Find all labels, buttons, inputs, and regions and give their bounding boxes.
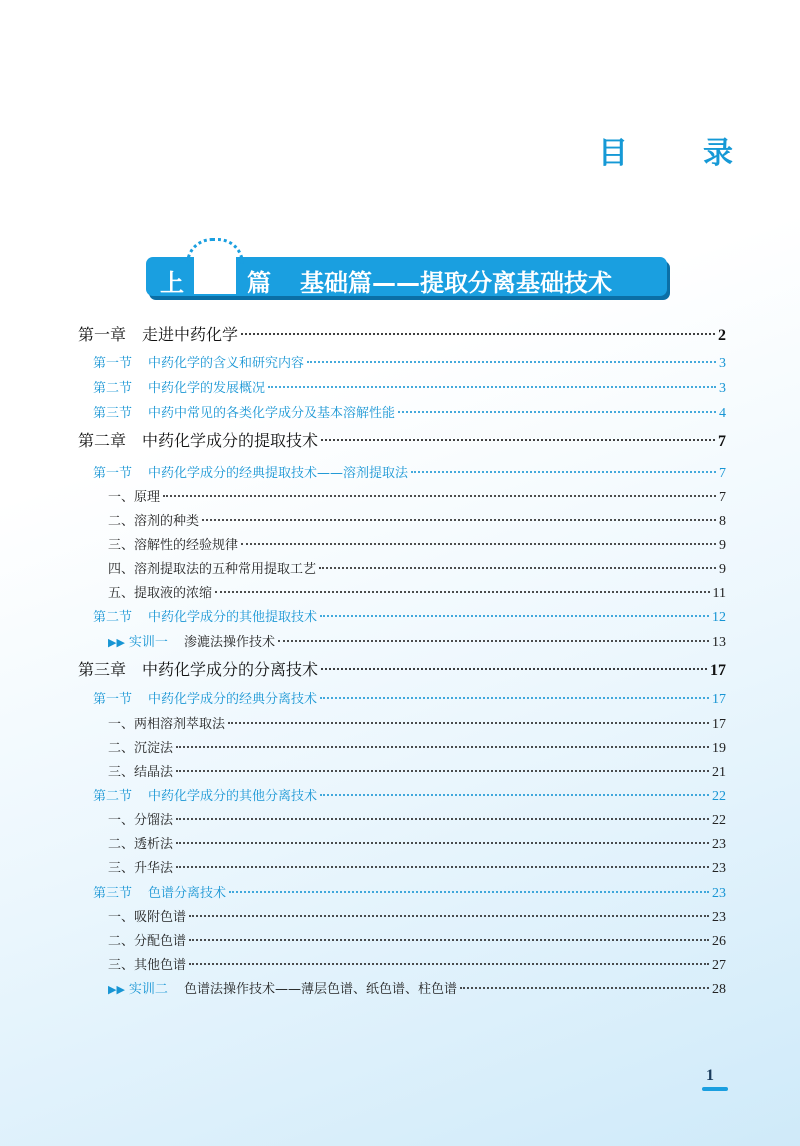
toc-entry-page: 23 — [712, 837, 726, 852]
toc-entry-label: 第一章 — [78, 325, 127, 344]
toc-entry-page: 4 — [719, 406, 726, 421]
dot-leader — [202, 519, 716, 521]
dot-leader — [398, 411, 716, 413]
toc-entry-text: 一、两相溶剂萃取法 — [108, 717, 226, 732]
toc-entry-text: 中药化学成分的其他提取技术 — [148, 610, 318, 625]
toc-entry-page: 22 — [712, 789, 726, 804]
toc-entry-training[interactable] — [108, 631, 726, 651]
dot-leader — [176, 818, 709, 820]
toc-entry-page: 13 — [712, 635, 726, 650]
toc-entry-title — [108, 631, 275, 650]
toc-entry-item[interactable] — [108, 737, 726, 757]
toc-entry-item[interactable] — [108, 558, 726, 578]
toc-entry-title — [108, 930, 186, 949]
toc-entry-item[interactable] — [108, 534, 726, 554]
banner-part-char2: 篇 — [247, 269, 271, 297]
toc-entry-title — [93, 377, 265, 396]
toc-entry-text: 中药化学成分的经典提取技术——溶剂提取法 — [148, 466, 409, 481]
toc-entry-label: 实训二 — [128, 982, 168, 997]
toc-entry-title — [108, 833, 173, 852]
page-title-char-left: 目 — [598, 136, 628, 171]
toc-entry-text: 二、分配色谱 — [108, 934, 187, 949]
toc-entry-page: 23 — [712, 910, 726, 925]
toc-entry-title — [108, 857, 173, 876]
toc-entry-title — [108, 978, 457, 997]
toc-entry-label: 第一节 — [93, 466, 133, 481]
toc-entry-section[interactable] — [93, 352, 726, 372]
toc-entry-title — [108, 809, 173, 828]
dot-leader — [411, 471, 716, 473]
toc-entry-text: 五、提取液的浓缩 — [108, 586, 213, 601]
dot-leader — [176, 746, 709, 748]
toc-entry-page: 23 — [712, 861, 726, 876]
toc-entry-item[interactable] — [108, 713, 726, 733]
toc-entry-text: 二、溶剂的种类 — [108, 514, 200, 529]
dot-leader — [189, 915, 709, 917]
dot-leader — [321, 439, 715, 441]
toc-entry-title — [93, 606, 317, 625]
page-number: 1 — [706, 1067, 714, 1084]
toc-entry-section[interactable] — [93, 882, 726, 902]
toc-entry-page: 26 — [712, 934, 726, 949]
banner-title: 基础篇——提取分离基础技术 — [300, 269, 612, 297]
dot-leader — [189, 963, 709, 965]
toc-entry-page: 12 — [712, 610, 726, 625]
page-title — [598, 128, 733, 172]
toc-entry-section[interactable] — [93, 785, 726, 805]
toc-entry-item[interactable] — [108, 906, 726, 926]
toc-entry-page: 17 — [712, 717, 726, 732]
toc-entry-page: 22 — [712, 813, 726, 828]
dot-leader — [228, 722, 709, 724]
page-title-char-right: 录 — [703, 136, 733, 171]
banner-white-box — [194, 250, 236, 294]
toc-entry-item[interactable] — [108, 954, 726, 974]
toc-entry-text: 中药化学成分的其他分离技术 — [148, 789, 318, 804]
toc-entry-section[interactable] — [93, 688, 726, 708]
toc-entry-title — [93, 785, 317, 804]
double-arrow-icon: ▶▶ — [108, 983, 125, 996]
toc-entry-page: 21 — [712, 765, 726, 780]
toc-entry-page: 2 — [718, 327, 726, 344]
toc-entry-page: 7 — [719, 466, 726, 481]
toc-entry-text: 二、透析法 — [108, 837, 174, 852]
toc-entry-text: 色谱分离技术 — [148, 886, 227, 901]
toc-entry-text: 中药中常见的各类化学成分及基本溶解性能 — [148, 406, 396, 421]
toc-entry-title — [93, 882, 226, 901]
double-arrow-icon: ▶▶ — [108, 636, 125, 649]
toc-entry-page: 27 — [712, 958, 726, 973]
dot-leader — [176, 770, 709, 772]
toc-entry-section[interactable] — [93, 606, 726, 626]
toc-entry-page: 7 — [719, 490, 726, 505]
toc-entry-title — [108, 582, 212, 601]
toc-entry-text: 中药化学成分的提取技术 — [142, 431, 319, 450]
dot-leader — [241, 333, 715, 335]
toc-entry-text: 渗漉法操作技术 — [183, 635, 275, 650]
toc-entry-chapter[interactable] — [78, 322, 726, 345]
toc-entry-label: 第三章 — [78, 660, 127, 679]
toc-entry-label: 第二节 — [93, 610, 133, 625]
toc-entry-text: 三、溶解性的经验规律 — [108, 538, 239, 553]
dot-leader — [176, 866, 709, 868]
dot-leader — [307, 361, 716, 363]
toc-entry-title — [93, 462, 408, 481]
toc-entry-title — [78, 428, 318, 451]
toc-entry-chapter[interactable] — [78, 657, 726, 680]
dot-leader — [320, 615, 709, 617]
toc-entry-title — [93, 402, 395, 421]
dot-leader — [320, 794, 709, 796]
toc-entry-label: 第二节 — [93, 789, 133, 804]
toc-entry-title — [108, 761, 173, 780]
toc-entry-label: 第二节 — [93, 381, 133, 396]
toc-entry-item[interactable] — [108, 510, 726, 530]
dot-leader — [189, 939, 709, 941]
dot-leader — [320, 697, 709, 699]
dot-leader — [278, 640, 709, 642]
toc-entry-section[interactable] — [93, 402, 726, 422]
toc-entry-page: 3 — [719, 356, 726, 371]
dot-leader — [163, 495, 716, 497]
toc-entry-page: 7 — [718, 433, 726, 450]
toc-entry-item[interactable] — [108, 930, 726, 950]
dot-leader — [268, 386, 716, 388]
toc-entry-page: 17 — [712, 692, 726, 707]
toc-entry-text: 一、吸附色谱 — [108, 910, 187, 925]
toc-entry-item[interactable] — [108, 857, 726, 877]
toc-entry-page: 9 — [719, 562, 726, 577]
toc-entry-title — [108, 510, 199, 529]
toc-entry-title — [78, 657, 318, 680]
toc-entry-text: 走进中药化学 — [142, 325, 239, 344]
toc-entry-title — [108, 534, 238, 553]
toc-entry-page: 23 — [712, 886, 726, 901]
dot-leader — [215, 591, 710, 593]
toc-entry-label: 第一节 — [93, 692, 133, 707]
toc-entry-text: 中药化学的发展概况 — [148, 381, 266, 396]
toc-entry-title — [108, 558, 316, 577]
toc-entry-title — [108, 737, 173, 756]
toc-entry-title — [93, 352, 304, 371]
dot-leader — [319, 567, 716, 569]
toc-entry-title — [108, 954, 186, 973]
toc-entry-page: 9 — [719, 538, 726, 553]
toc-entry-text: 中药化学的含义和研究内容 — [148, 356, 305, 371]
toc-entry-label: 第三节 — [93, 406, 133, 421]
toc-entry-text: 二、沉淀法 — [108, 741, 174, 756]
toc-entry-label: 实训一 — [128, 635, 168, 650]
toc-entry-item[interactable] — [108, 809, 726, 829]
dot-leader — [229, 891, 709, 893]
toc-entry-title — [108, 713, 225, 732]
toc-entry-text: 中药化学成分的经典分离技术 — [148, 692, 318, 707]
toc-entry-page: 19 — [712, 741, 726, 756]
toc-entry-item[interactable] — [108, 833, 726, 853]
toc-entry-label: 第一节 — [93, 356, 133, 371]
toc-entry-text: 三、结晶法 — [108, 765, 174, 780]
toc-entry-item[interactable] — [108, 486, 726, 506]
toc-entry-title — [108, 906, 186, 925]
toc-entry-chapter[interactable] — [78, 428, 726, 451]
toc-entry-item[interactable] — [108, 582, 726, 602]
toc-entry-page: 8 — [719, 514, 726, 529]
toc-entry-text: 三、升华法 — [108, 861, 174, 876]
dot-leader — [460, 987, 709, 989]
toc-entry-title — [108, 486, 160, 505]
toc-entry-section[interactable] — [93, 462, 726, 482]
toc-entry-text: 一、分馏法 — [108, 813, 174, 828]
toc-entry-training[interactable] — [108, 978, 726, 998]
toc-entry-text: 中药化学成分的分离技术 — [142, 660, 319, 679]
toc-entry-label: 第三节 — [93, 886, 133, 901]
dot-leader — [176, 842, 709, 844]
dot-leader — [241, 543, 716, 545]
dot-leader — [321, 668, 707, 670]
toc-entry-title — [93, 688, 317, 707]
toc-entry-page: 17 — [710, 662, 726, 679]
toc-entry-page: 28 — [712, 982, 726, 997]
toc-entry-section[interactable] — [93, 377, 726, 397]
toc-entry-text: 一、原理 — [108, 490, 161, 505]
banner-part-char1: 上 — [160, 269, 184, 297]
toc-entry-page: 11 — [712, 586, 726, 601]
toc-entry-text: 四、溶剂提取法的五种常用提取工艺 — [108, 562, 317, 577]
toc-entry-page: 3 — [719, 381, 726, 396]
toc-entry-label: 第二章 — [78, 431, 127, 450]
toc-entry-text: 三、其他色谱 — [108, 958, 187, 973]
toc-entry-item[interactable] — [108, 761, 726, 781]
page-number-underline — [702, 1087, 728, 1091]
toc-entry-title — [78, 322, 238, 345]
toc-entry-text: 色谱法操作技术——薄层色谱、纸色谱、柱色谱 — [183, 982, 457, 997]
